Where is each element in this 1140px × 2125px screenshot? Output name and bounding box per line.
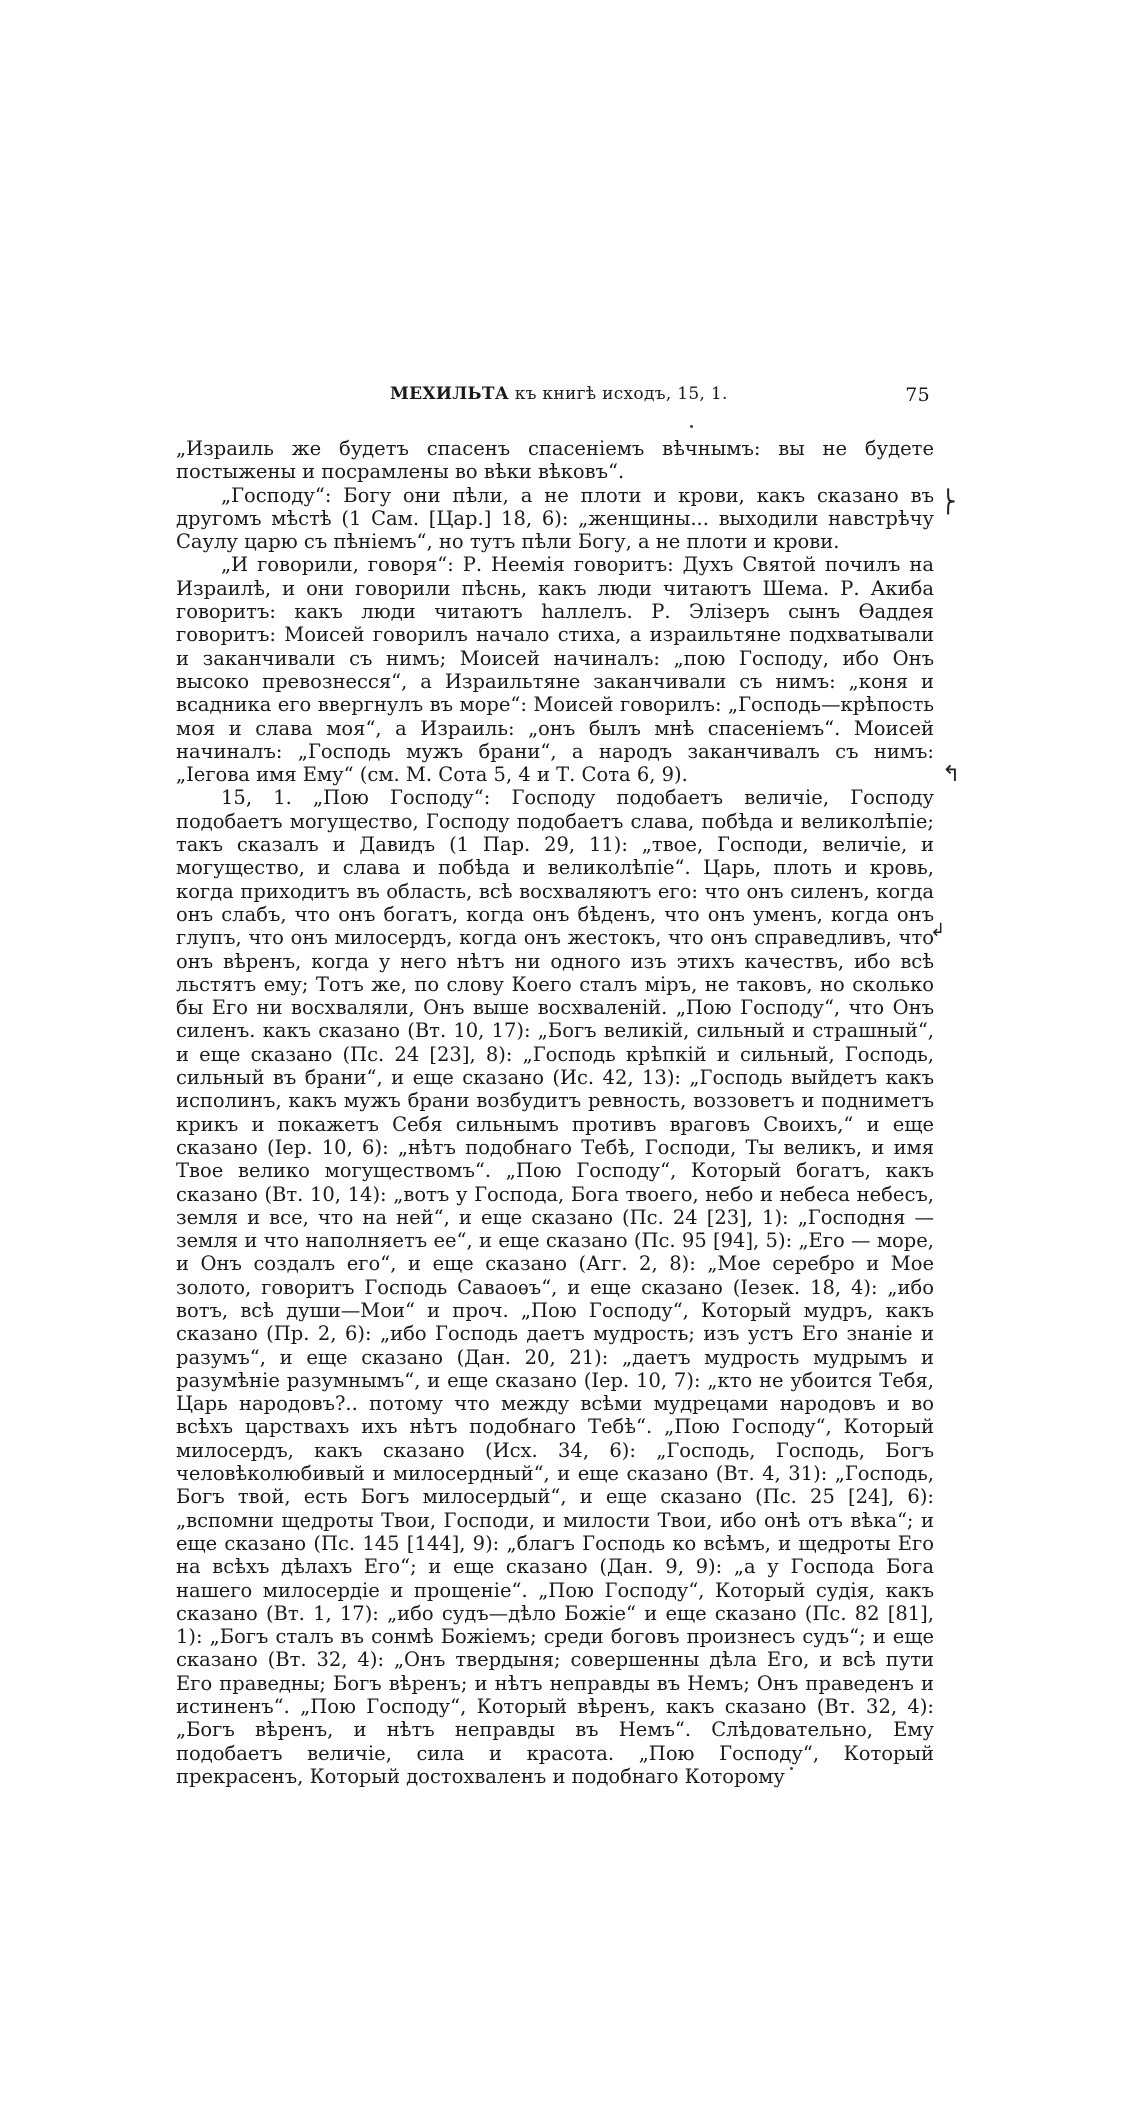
paragraph-4: 15, 1. „Пою Господу“: Господу подобаетъ величіе, Господу подобаетъ могущество, Господу подобаетъ слава, побѣда и великолѣпіе; такъ сказалъ и Давидъ (1 Пар. 29, 11): „твое, Господи, величіе, и могущество, и слава и побѣда и великолѣпіе“. Царь, плоть и кровь, когда приходитъ въ область, всѣ восхваляютъ его: что онъ силенъ, когда онъ слабъ, что онъ богатъ, когда онъ бѣденъ, что онъ уменъ, когда онъ глупъ, что онъ милосердъ, когда онъ жестокъ, что онъ справедливъ, что онъ вѣренъ, когда у него нѣтъ ни одного изъ этихъ качествъ, ибо всѣ льстятъ ему; Тотъ же, по слову Коего сталъ міръ, не таковъ, но сколько бы Его ни восхваляли, Онъ выше восхваленій. „Пою Господу“, что Онъ силенъ. какъ сказано (Вт. 10, 17): „Богъ великій, сильный и страшный“, и еще сказано (Пс. 24 [23], 8): „Господь крѣпкій и сильный, Господь, сильный въ брани“, и еще сказано (Ис. 42, 13): „Господь выйдетъ какъ исполинъ, какъ мужъ брани возбудитъ ревность, воззоветъ и подниметъ крикъ и покажетъ Себя сильнымъ противъ враговъ Своихъ,“ и еще сказано (Іер. 10, 6): „нѣтъ подобнаго Тебѣ, Господи, Ты великъ, и имя Твое велико могуществомъ“. „Пою Господу“, Который богатъ, какъ сказано (Вт. 10, 14): „вотъ у Господа, Бога твоего, небо и небеса небесъ, земля и все, что на ней“, и еще сказано (Пс. 24 [23], 1): „Господня — земля и что наполняетъ ее“, и еще сказано (Пс. 95 [94], 5): „Его — море, и Онъ создалъ его“, и еще сказано (Агг. 2, 8): „Мое серебро и Мое золото, говоритъ Господь Саваоѳъ“, и еще сказано (Іезек. 18, 4): „ибо вотъ, всѣ души—Мои“ и проч. „Пою Господу“, Который мудръ, какъ сказано (Пр. 2, 6): „ибо Господь даетъ мудрость; изъ устъ Его знаніе и разумъ“, и еще сказано (Дан. 20, 21): „даетъ мудрость мудрымъ и разумѣніе разумнымъ“, и еще сказано (Іер. 10, 7): „кто не убоится Тебя, Царь народовъ?.. потому что между всѣми мудрецами народовъ и во всѣхъ царствахъ ихъ нѣтъ подобнаго Тебѣ“. „Пою Господу“, Который милосердъ, какъ сказано (Исх. 34, 6): „Господь, Господь, Богъ человѣколюбивый и милосердный“, и еще сказано (Вт. 4, 31): „Господь, Богъ твой, есть Богъ милосердый“, и еще сказано (Пс. 25 [24], 6): „вспомни щедроты Твои, Господи, и милости Твои, ибо онѣ отъ вѣка“; и еще сказано (Пс. 145 [144], 9): „благъ Господь ко всѣмъ, и щедроты Его на всѣхъ дѣлахъ Его“; и еще сказано (Дан. 9, 9): „а у Господа Бога нашего милосердіе и прощеніе“. „Пою Господу“, Который судія, какъ сказано (Вт. 1, 17): „ибо судъ—дѣло Божіе“ и еще сказано (Пс. 82 [81], 1): „Богъ сталъ въ сонмѣ Божіемъ; среди боговъ произнесъ судъ“; и еще сказано (Вт. 32, 4): „Онъ твердыня; совершенны дѣла Его, и всѣ пути Его праведны; Богъ вѣренъ; и нѣтъ неправды въ Немъ; Онъ праведенъ и истиненъ“. „Пою Господу“, Который вѣренъ, какъ сказано (Вт. 32, 4): „Богъ вѣренъ, и нѣтъ неправды въ Немъ“. Слѣдовательно, Ему подобаетъ величіе, сила и красота. „Пою Господу“, Который прекрасенъ, Который достохваленъ и подобнаго Которому <box>176 786 934 1788</box>
page-number: 75 <box>905 384 930 406</box>
paragraph-1: „Израиль же будетъ спасенъ спасеніемъ вѣчнымъ: вы не будете постыжены и посрамлены во вѣки вѣковъ“. <box>176 437 934 484</box>
margin-brace-mark: ⎬ <box>940 490 957 515</box>
paragraph-2: „Господу“: Богу они пѣли, а не плоти и крови, какъ сказано въ другомъ мѣстѣ (1 Сам. [Цар.] 18, 6): „женщины... выходили навстрѣчу Саулу царю съ пѣніемъ“, но тутъ пѣли Богу, а не плоти и крови. <box>176 483 934 554</box>
running-title-rest: къ книгѣ исходъ, 15, 1. <box>508 384 728 404</box>
margin-check-mark: ↲ <box>930 920 946 941</box>
running-title-caps: МЕХИЛЬТА <box>390 384 509 404</box>
running-header <box>175 384 930 414</box>
speck-mark <box>690 425 693 428</box>
body-text <box>176 437 934 1788</box>
speck-mark <box>790 1767 793 1770</box>
margin-hook-mark: ↰ <box>942 762 961 787</box>
running-title <box>390 384 728 404</box>
paragraph-3: „И говорили, говоря“: Р. Неемія говоритъ: Духъ Святой почилъ на Израилѣ, и они говорили пѣснь, какъ люди читаютъ Шема. Р. Акиба говоритъ: какъ люди читаютъ hаллелъ. Р. Элізеръ сынъ Ѳаддея говоритъ: Моисей говорилъ начало стиха, а израильтяне подхватывали и заканчивали съ нимъ; Моисей начиналъ: „пою Господу, ибо Онъ высоко превознесся“, а Израильтяне заканчивали съ нимъ: „коня и всадника его ввергнулъ въ море“: Моисей говорилъ: „Господь—крѣпость моя и слава моя“, а Израиль: „онъ былъ мнѣ спасеніемъ“. Моисей начиналъ: „Господь мужъ брани“, а народъ заканчивалъ съ нимъ: „Іегова имя Ему“ (см. М. Сота 5, 4 и Т. Сота 6, 9). <box>176 553 934 787</box>
